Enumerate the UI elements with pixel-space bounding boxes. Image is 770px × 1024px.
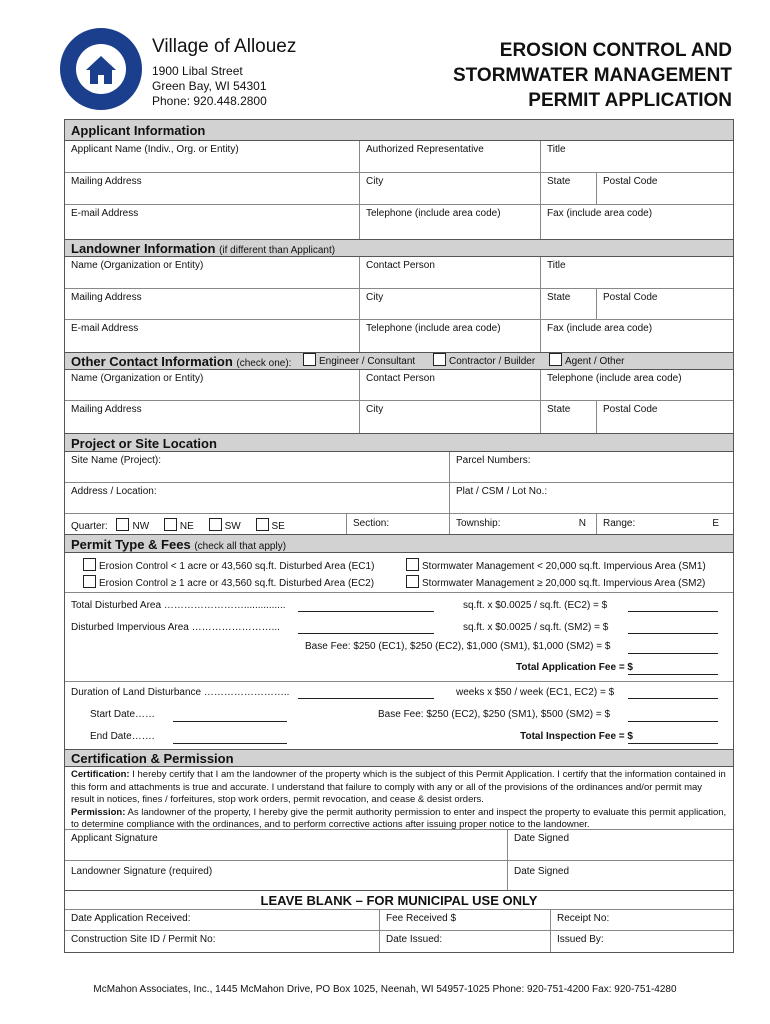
applicant-date-signed-field[interactable]: Date Signed: [507, 830, 733, 860]
landowner-row-3: [65, 320, 733, 352]
base-fee-label: Base Fee: $250 (EC1), $250 (EC2), $1,000 (SM1), $1,000 (SM2) = $: [305, 641, 611, 652]
end-date-input[interactable]: [173, 743, 287, 744]
landowner-city-field[interactable]: City: [359, 289, 540, 319]
applicant-row-2: [65, 173, 733, 205]
section-field[interactable]: Section:: [346, 514, 449, 534]
township-field[interactable]: [449, 514, 596, 534]
applicant-name-field[interactable]: Applicant Name (Indiv., Org. or Entity): [71, 144, 239, 155]
end-date-label: End Date…….: [90, 731, 155, 742]
landowner-date-signed-field[interactable]: Date Signed: [507, 861, 733, 890]
page-footer: McMahon Associates, Inc., 1445 McMahon Drive, PO Box 1025, Neenah, WI 54957-1025 Phone: 920-751-4200 Fax: 920-751-4280: [93, 984, 677, 995]
permit-no-field[interactable]: Construction Site ID / Permit No:: [71, 934, 216, 945]
applicant-mailing-field[interactable]: Mailing Address: [71, 176, 142, 187]
house-icon: [76, 44, 126, 94]
date-issued-field[interactable]: Date Issued:: [379, 931, 550, 952]
parcel-numbers-field[interactable]: Parcel Numbers:: [449, 452, 733, 482]
village-seal-logo: [60, 28, 142, 110]
impervious-calc: sq.ft. x $0.0025 / sq.ft. (SM2) = $: [463, 622, 609, 633]
applicant-email-field[interactable]: E-mail Address: [71, 208, 139, 219]
other-postal-field[interactable]: Postal Code: [596, 401, 733, 433]
checkbox-nw[interactable]: [116, 518, 129, 531]
section-applicant-heading: Applicant Information: [65, 120, 733, 141]
other-contact-row-2: [65, 401, 733, 433]
section-other-contact-heading: Other Contact Information (check one): Engineer / Consultant Contractor / Builder Agent / Other: [65, 352, 733, 370]
applicant-title-field[interactable]: Title: [540, 141, 733, 172]
duration-fee-input[interactable]: [628, 698, 718, 699]
org-phone: Phone: 920.448.2800: [152, 94, 267, 108]
other-city-field[interactable]: City: [359, 401, 540, 433]
document-title: [402, 38, 732, 113]
checkbox-agent[interactable]: [549, 353, 562, 366]
duration-input[interactable]: [298, 698, 434, 699]
quarter-nw[interactable]: NW: [116, 521, 149, 532]
other-contact-row-1: [65, 370, 733, 401]
municipal-use-heading: LEAVE BLANK – FOR MUNICIPAL USE ONLY: [65, 890, 733, 910]
permit-type-sm1[interactable]: Stormwater Management < 20,000 sq.ft. Impervious Area (SM1): [406, 558, 706, 572]
org-address-line-2: Green Bay, WI 54301: [152, 79, 267, 93]
landowner-row-1: [65, 257, 733, 289]
applicant-signature-field[interactable]: Applicant Signature: [71, 833, 158, 844]
applicant-row-3: [65, 205, 733, 239]
landowner-signature-field[interactable]: Landowner Signature (required): [71, 866, 213, 877]
contact-type-agent[interactable]: Agent / Other: [549, 353, 624, 371]
base-fee2-input[interactable]: [628, 721, 718, 722]
checkbox-contractor[interactable]: [433, 353, 446, 366]
checkbox-ne[interactable]: [164, 518, 177, 531]
project-row-2: [65, 483, 733, 514]
impervious-input[interactable]: [298, 633, 434, 634]
start-date-label: Start Date……: [90, 709, 156, 720]
quarter-se[interactable]: SE: [256, 521, 285, 532]
permit-form: [64, 119, 734, 953]
authorized-rep-field[interactable]: Authorized Representative: [359, 141, 540, 172]
landowner-fax-field[interactable]: Fax (include area code): [540, 320, 733, 352]
certification-text: Certification: I hereby certify that I am the landowner of the property which is the subject of this Permit Application. I certify that the information contained in this form and attachments is true and accurate. I understand that failure to comply with any or all of the provisions of the ordinances and/or permit may result in notices, fines / forfeitures, stop work orders, permit revocation, and cease & desist orders. Permission: As landowner of the property, I hereby give the permit authority permission to enter and inspect the property to evaluate this permit application, to determine compliance with the ordinances, and to perform corrective actions after issuing proper notice to the landowner.: [71, 769, 727, 831]
total-disturbed-label: Total Disturbed Area ……………………...............: [71, 600, 286, 611]
landowner-contact-field[interactable]: Contact Person: [359, 257, 540, 288]
title-line: STORMWATER MANAGEMENT: [452, 65, 732, 86]
org-address-line-1: 1900 Libal Street: [152, 64, 243, 78]
plat-lot-field[interactable]: Plat / CSM / Lot No.:: [449, 483, 733, 513]
range-direction: E: [712, 518, 719, 529]
quarter-ne[interactable]: NE: [164, 521, 194, 532]
applicant-city-field[interactable]: City: [359, 173, 540, 204]
title-line: EROSION CONTROL AND: [499, 40, 732, 61]
quarter-label: Quarter:: [71, 521, 108, 532]
checkbox-se[interactable]: [256, 518, 269, 531]
checkbox-ec2[interactable]: [83, 575, 96, 588]
checkbox-engineer[interactable]: [303, 353, 316, 366]
other-contact-person-field[interactable]: Contact Person: [359, 370, 540, 400]
title-line: PERMIT APPLICATION: [528, 90, 732, 111]
duration-label: Duration of Land Disturbance ……………………..: [71, 687, 290, 698]
contact-type-engineer[interactable]: Engineer / Consultant: [303, 353, 415, 371]
landowner-postal-field[interactable]: Postal Code: [596, 289, 733, 319]
landowner-email-field[interactable]: E-mail Address: [71, 323, 139, 334]
quarter-field: [65, 514, 346, 534]
applicant-postal-field[interactable]: Postal Code: [596, 173, 733, 204]
impervious-label: Disturbed Impervious Area ……………………...: [71, 622, 280, 633]
total-inspection-fee-label: Total Inspection Fee = $: [520, 731, 633, 742]
total-disturbed-input[interactable]: [298, 611, 434, 612]
landowner-title-field[interactable]: Title: [540, 257, 733, 288]
quarter-sw[interactable]: SW: [209, 521, 241, 532]
base-fee-input[interactable]: [628, 653, 718, 654]
applicant-signature-row: [65, 829, 733, 861]
checkbox-sw[interactable]: [209, 518, 222, 531]
base-fee2-label: Base Fee: $250 (EC2), $250 (SM1), $500 (SM2) = $: [378, 709, 611, 720]
other-state-field[interactable]: State: [540, 401, 596, 433]
total-disturbed-calc: sq.ft. x $0.0025 / sq.ft. (EC2) = $: [463, 600, 608, 611]
section-project-heading: Project or Site Location: [65, 433, 733, 452]
range-field[interactable]: [596, 514, 733, 534]
permit-type-ec1[interactable]: Erosion Control < 1 acre or 43,560 sq.ft. Disturbed Area (EC1): [83, 558, 374, 572]
sm2-fee-input[interactable]: [628, 633, 718, 634]
other-name-field[interactable]: Name (Organization or Entity): [71, 373, 204, 384]
site-name-field[interactable]: Site Name (Project):: [71, 455, 162, 466]
applicant-phone-field[interactable]: Telephone (include area code): [359, 205, 540, 239]
landowner-name-field[interactable]: Name (Organization or Entity): [71, 260, 204, 271]
applicant-row-1: [65, 141, 733, 173]
applicant-fax-field[interactable]: Fax (include area code): [540, 205, 733, 239]
section-certification-heading: Certification & Permission: [65, 749, 733, 767]
checkbox-sm2[interactable]: [406, 575, 419, 588]
section-landowner-heading: Landowner Information (if different than Applicant): [65, 239, 733, 257]
checkbox-sm1[interactable]: [406, 558, 419, 571]
total-app-fee-input[interactable]: [628, 674, 718, 675]
org-name: Village of Allouez: [152, 36, 297, 57]
applicant-state-field[interactable]: State: [540, 173, 596, 204]
start-date-input[interactable]: [173, 721, 287, 722]
landowner-phone-field[interactable]: Telephone (include area code): [359, 320, 540, 352]
fee-received-field[interactable]: Fee Received $: [379, 910, 550, 930]
permit-type-ec2[interactable]: Erosion Control ≥ 1 acre or 43,560 sq.ft. Disturbed Area (EC2): [83, 575, 374, 589]
total-inspection-fee-input[interactable]: [628, 743, 718, 744]
township-direction: N: [578, 518, 586, 529]
receipt-no-field[interactable]: Receipt No:: [550, 910, 733, 930]
checkbox-ec1[interactable]: [83, 558, 96, 571]
permit-type-sm2[interactable]: Stormwater Management ≥ 20,000 sq.ft. Impervious Area (SM2): [406, 575, 705, 589]
divider: [65, 681, 733, 682]
project-row-1: [65, 452, 733, 483]
ec2-fee-input[interactable]: [628, 611, 718, 612]
duration-calc: weeks x $50 / week (EC1, EC2) = $: [456, 687, 615, 698]
municipal-row-1: [65, 910, 733, 931]
landowner-state-field[interactable]: State: [540, 289, 596, 319]
project-row-3: [65, 514, 733, 534]
total-app-fee-label: Total Application Fee = $: [516, 662, 633, 673]
landowner-signature-row: [65, 861, 733, 890]
range-label: Range:: [603, 518, 636, 529]
municipal-row-2: [65, 931, 733, 952]
address-location-field[interactable]: Address / Location:: [71, 486, 157, 497]
date-received-field[interactable]: Date Application Received:: [71, 913, 191, 924]
other-phone-field[interactable]: Telephone (include area code): [540, 370, 733, 400]
contact-type-contractor[interactable]: Contractor / Builder: [433, 353, 535, 371]
section-permit-heading: Permit Type & Fees (check all that apply): [65, 534, 733, 553]
divider: [65, 592, 733, 593]
issued-by-field[interactable]: Issued By:: [550, 931, 733, 952]
township-label: Township:: [456, 518, 501, 529]
landowner-row-2: [65, 289, 733, 320]
other-mailing-field[interactable]: Mailing Address: [71, 404, 142, 415]
landowner-mailing-field[interactable]: Mailing Address: [71, 292, 142, 303]
